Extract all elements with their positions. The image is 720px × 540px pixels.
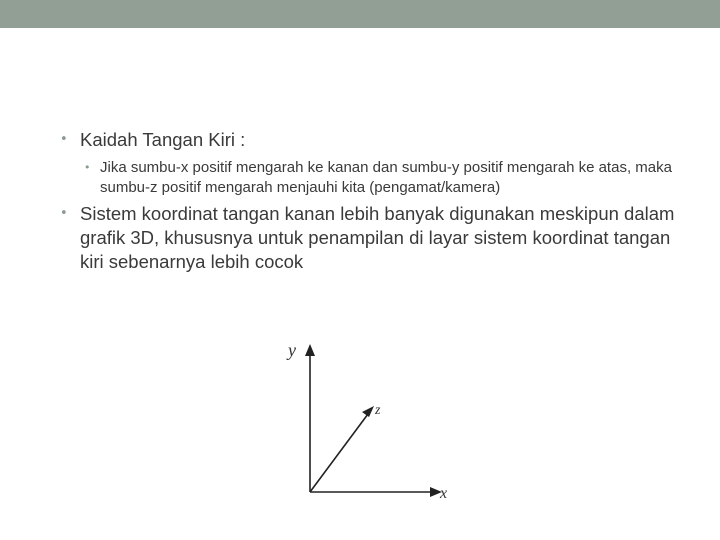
- coordinate-diagram: [280, 336, 460, 506]
- bullet-text: Kaidah Tangan Kiri :: [80, 129, 246, 150]
- coordinate-diagram-svg: [280, 336, 460, 506]
- x-axis-label: x: [440, 485, 448, 502]
- bullet-item: [58, 202, 698, 274]
- z-axis-label: z: [375, 403, 381, 418]
- z-axis: [310, 414, 368, 492]
- bullet-icon: •: [60, 132, 68, 147]
- z-arrowhead: [362, 406, 374, 417]
- bullet-text: Sistem koordinat tangan kanan lebih banyak digunakan meskipun dalam grafik 3D, khususnya untuk penampilan di layar sistem koordinat tangan kiri sebenarnya lebih cocok: [80, 203, 675, 272]
- bullet-item: [58, 128, 698, 152]
- y-arrowhead: [305, 344, 315, 356]
- slide-content: [58, 128, 698, 274]
- bullet-icon: •: [60, 206, 68, 221]
- sub-bullet-item: [80, 158, 690, 198]
- bullet-icon: •: [84, 161, 91, 174]
- sub-bullet-text: Jika sumbu-x positif mengarah ke kanan dan sumbu-y positif mengarah ke atas, maka sumbu-z positif mengarah menjauhi kita (pengamat/kamera): [100, 159, 672, 196]
- top-bar: [0, 0, 720, 28]
- y-axis-label: y: [288, 340, 296, 360]
